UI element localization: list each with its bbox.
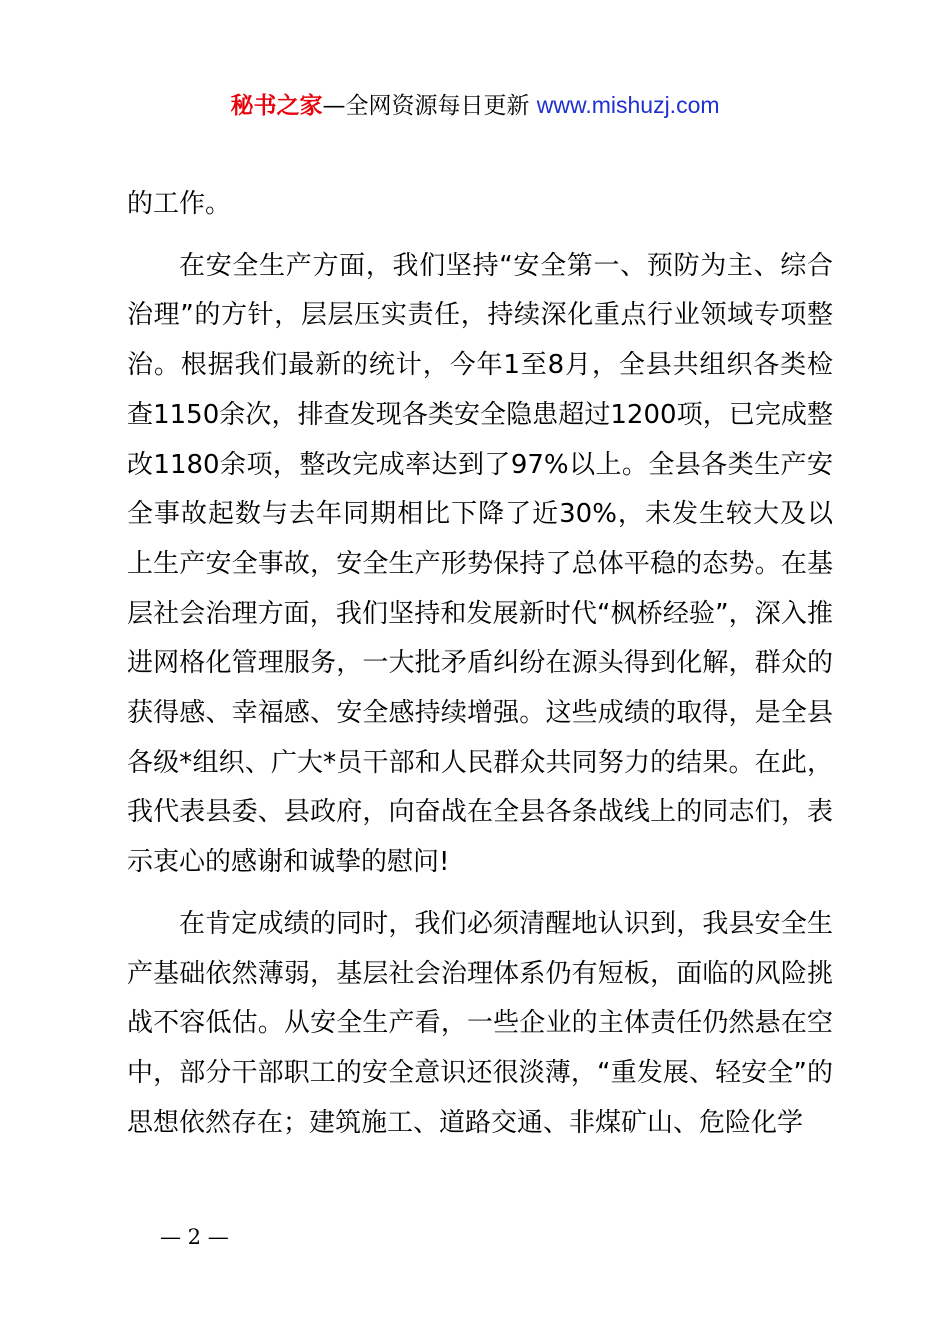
- site-url-link[interactable]: www.mishuzj.com: [536, 92, 720, 118]
- site-header: [0, 88, 950, 123]
- brand-name: 秘书之家: [230, 93, 323, 119]
- document-body: [127, 180, 833, 1148]
- paragraph-continuation: 的工作。: [127, 189, 232, 219]
- paragraph-risks: 在肯定成绩的同时，我们必须清醒地认识到，我县安全生产基础依然薄弱，基层社会治理体系仍有短板，面临的风险挑战不容低估。从安全生产看，一些企业的主体责任仍然悬在空中，部分干部职工的安全意识还很淡薄，“重发展、轻安全”的思想依然存在；建筑施工、道路交通、非煤矿山、危险化学: [127, 908, 833, 1138]
- page-number: — 2 —: [160, 1225, 229, 1249]
- paragraph-safety-achievements: 在安全生产方面，我们坚持“安全第一、预防为主、综合治理”的方针，层层压实责任，持续深化重点行业领域专项整治。根据我们最新的统计，今年1至8月，全县共组织各类检查1150余次，排查发现各类安全隐患超过1200项，已完成整改1180余项，整改完成率达到了97%以上。全县各类生产安全事故起数与去年同期相比下降了近30%，未发生较大及以上生产安全事故，安全生产形势保持了总体平稳的态势。在基层社会治理方面，我们坚持和发展新时代“枫桥经验”，深入推进网格化管理服务，一大批矛盾纠纷在源头得到化解，群众的获得感、幸福感、安全感持续增强。这些成绩的取得，是全县各级*组织、广大*员干部和人民群众共同努力的结果。在此，我代表县委、县政府，向奋战在全县各条战线上的同志们，表示衷心的感谢和诚挚的慰问!: [127, 250, 833, 878]
- header-tagline: —全网资源每日更新: [322, 93, 530, 119]
